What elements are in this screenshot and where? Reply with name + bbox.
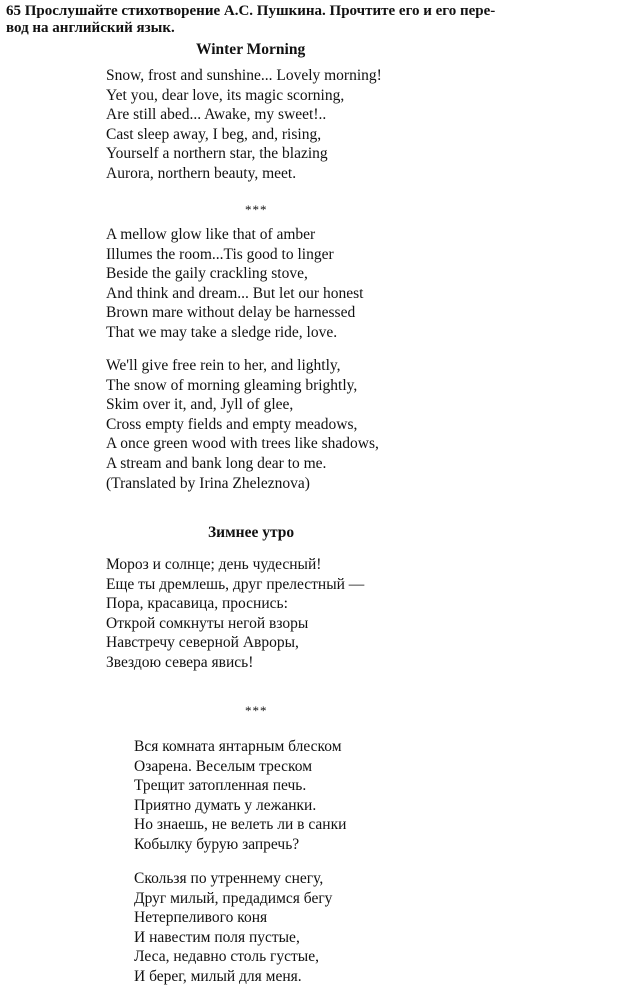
- poem-line: Illumes the room...Tis good to linger: [106, 245, 334, 263]
- poem-line: И навестим поля пустые,: [134, 928, 300, 946]
- english-stanza-1: [106, 66, 382, 184]
- russian-stanza-separator: ***: [245, 703, 268, 718]
- poem-line: That we may take a sledge ride, love.: [106, 323, 338, 341]
- task-text-line2: вод на английский язык.: [6, 20, 175, 36]
- task-heading: [6, 3, 618, 37]
- poem-line: Beside the gaily crackling stove,: [106, 265, 308, 283]
- poem-line: Звездою севера явись!: [106, 653, 254, 671]
- english-stanza-3: [106, 356, 379, 493]
- poem-line: A mellow glow like that of amber: [106, 226, 316, 243]
- poem-line: Snow, frost and sunshine... Lovely morning!: [106, 67, 382, 84]
- poem-line: Skim over it, and, Jyll of glee,: [106, 396, 294, 414]
- poem-line: Нетерпеливого коня: [134, 909, 268, 927]
- poem-line: И берег, милый для меня.: [134, 967, 302, 985]
- poem-line: Еще ты дремлешь, друг прелестный —: [106, 575, 365, 593]
- poem-line: Мороз и солнце; день чудесный!: [106, 556, 322, 573]
- task-text-line1: Прослушайте стихотворение А.С. Пушкина. Прочтите его и его пере-: [24, 3, 496, 19]
- poem-line: A once green wood with trees like shadows,: [106, 435, 379, 453]
- poem-line: Brown mare without delay be harnessed: [106, 304, 356, 322]
- task-number: 65: [6, 3, 21, 19]
- poem-line: Вся комната янтарным блеском: [134, 738, 342, 755]
- poem-line: Aurora, northern beauty, meet.: [106, 164, 297, 182]
- translator-credit: (Translated by Irina Zheleznova): [106, 474, 310, 492]
- poem-line: Открой сомкнуты негой взоры: [106, 614, 309, 632]
- russian-poem-title: Зимнее утро: [208, 524, 295, 541]
- poem-line: The snow of morning gleaming brightly,: [106, 376, 358, 394]
- poem-line: Навстречу северной Авроры,: [106, 634, 299, 652]
- poem-line: Леса, недавно столь густые,: [134, 948, 319, 966]
- poem-line: And think and dream... But let our honest: [106, 284, 364, 302]
- english-stanza-separator: ***: [245, 202, 268, 217]
- poem-line: Озарена. Веселым треском: [134, 757, 313, 775]
- poem-line: Are still abed... Awake, my sweet!..: [106, 106, 327, 124]
- poem-line: Cross empty fields and empty meadows,: [106, 415, 358, 433]
- english-stanza-2: [106, 225, 363, 343]
- english-poem-title: Winter Morning: [196, 41, 306, 58]
- poem-line: Yet you, dear love, its magic scorning,: [106, 86, 345, 104]
- poem-line: Cast sleep away, I beg, and, rising,: [106, 125, 322, 143]
- poem-line: Yourself a northern star, the blazing: [106, 145, 328, 163]
- poem-line: Кобылку бурую запречь?: [134, 835, 300, 853]
- poem-line: Но знаешь, не велеть ли в санки: [134, 816, 347, 834]
- poem-line: We'll give free rein to her, and lightly,: [106, 357, 341, 374]
- russian-stanza-3: [134, 869, 332, 987]
- poem-line: Друг милый, предадимся бегу: [134, 889, 333, 907]
- russian-stanza-2: [134, 737, 346, 855]
- poem-line: A stream and bank long dear to me.: [106, 454, 327, 472]
- poem-line: Приятно думать у лежанки.: [134, 796, 317, 814]
- russian-stanza-1: [106, 555, 364, 673]
- poem-line: Трещит затопленная печь.: [134, 777, 307, 795]
- poem-line: Пора, красавица, проснись:: [106, 595, 288, 613]
- poem-line: Скользя по утреннему снегу,: [134, 870, 324, 887]
